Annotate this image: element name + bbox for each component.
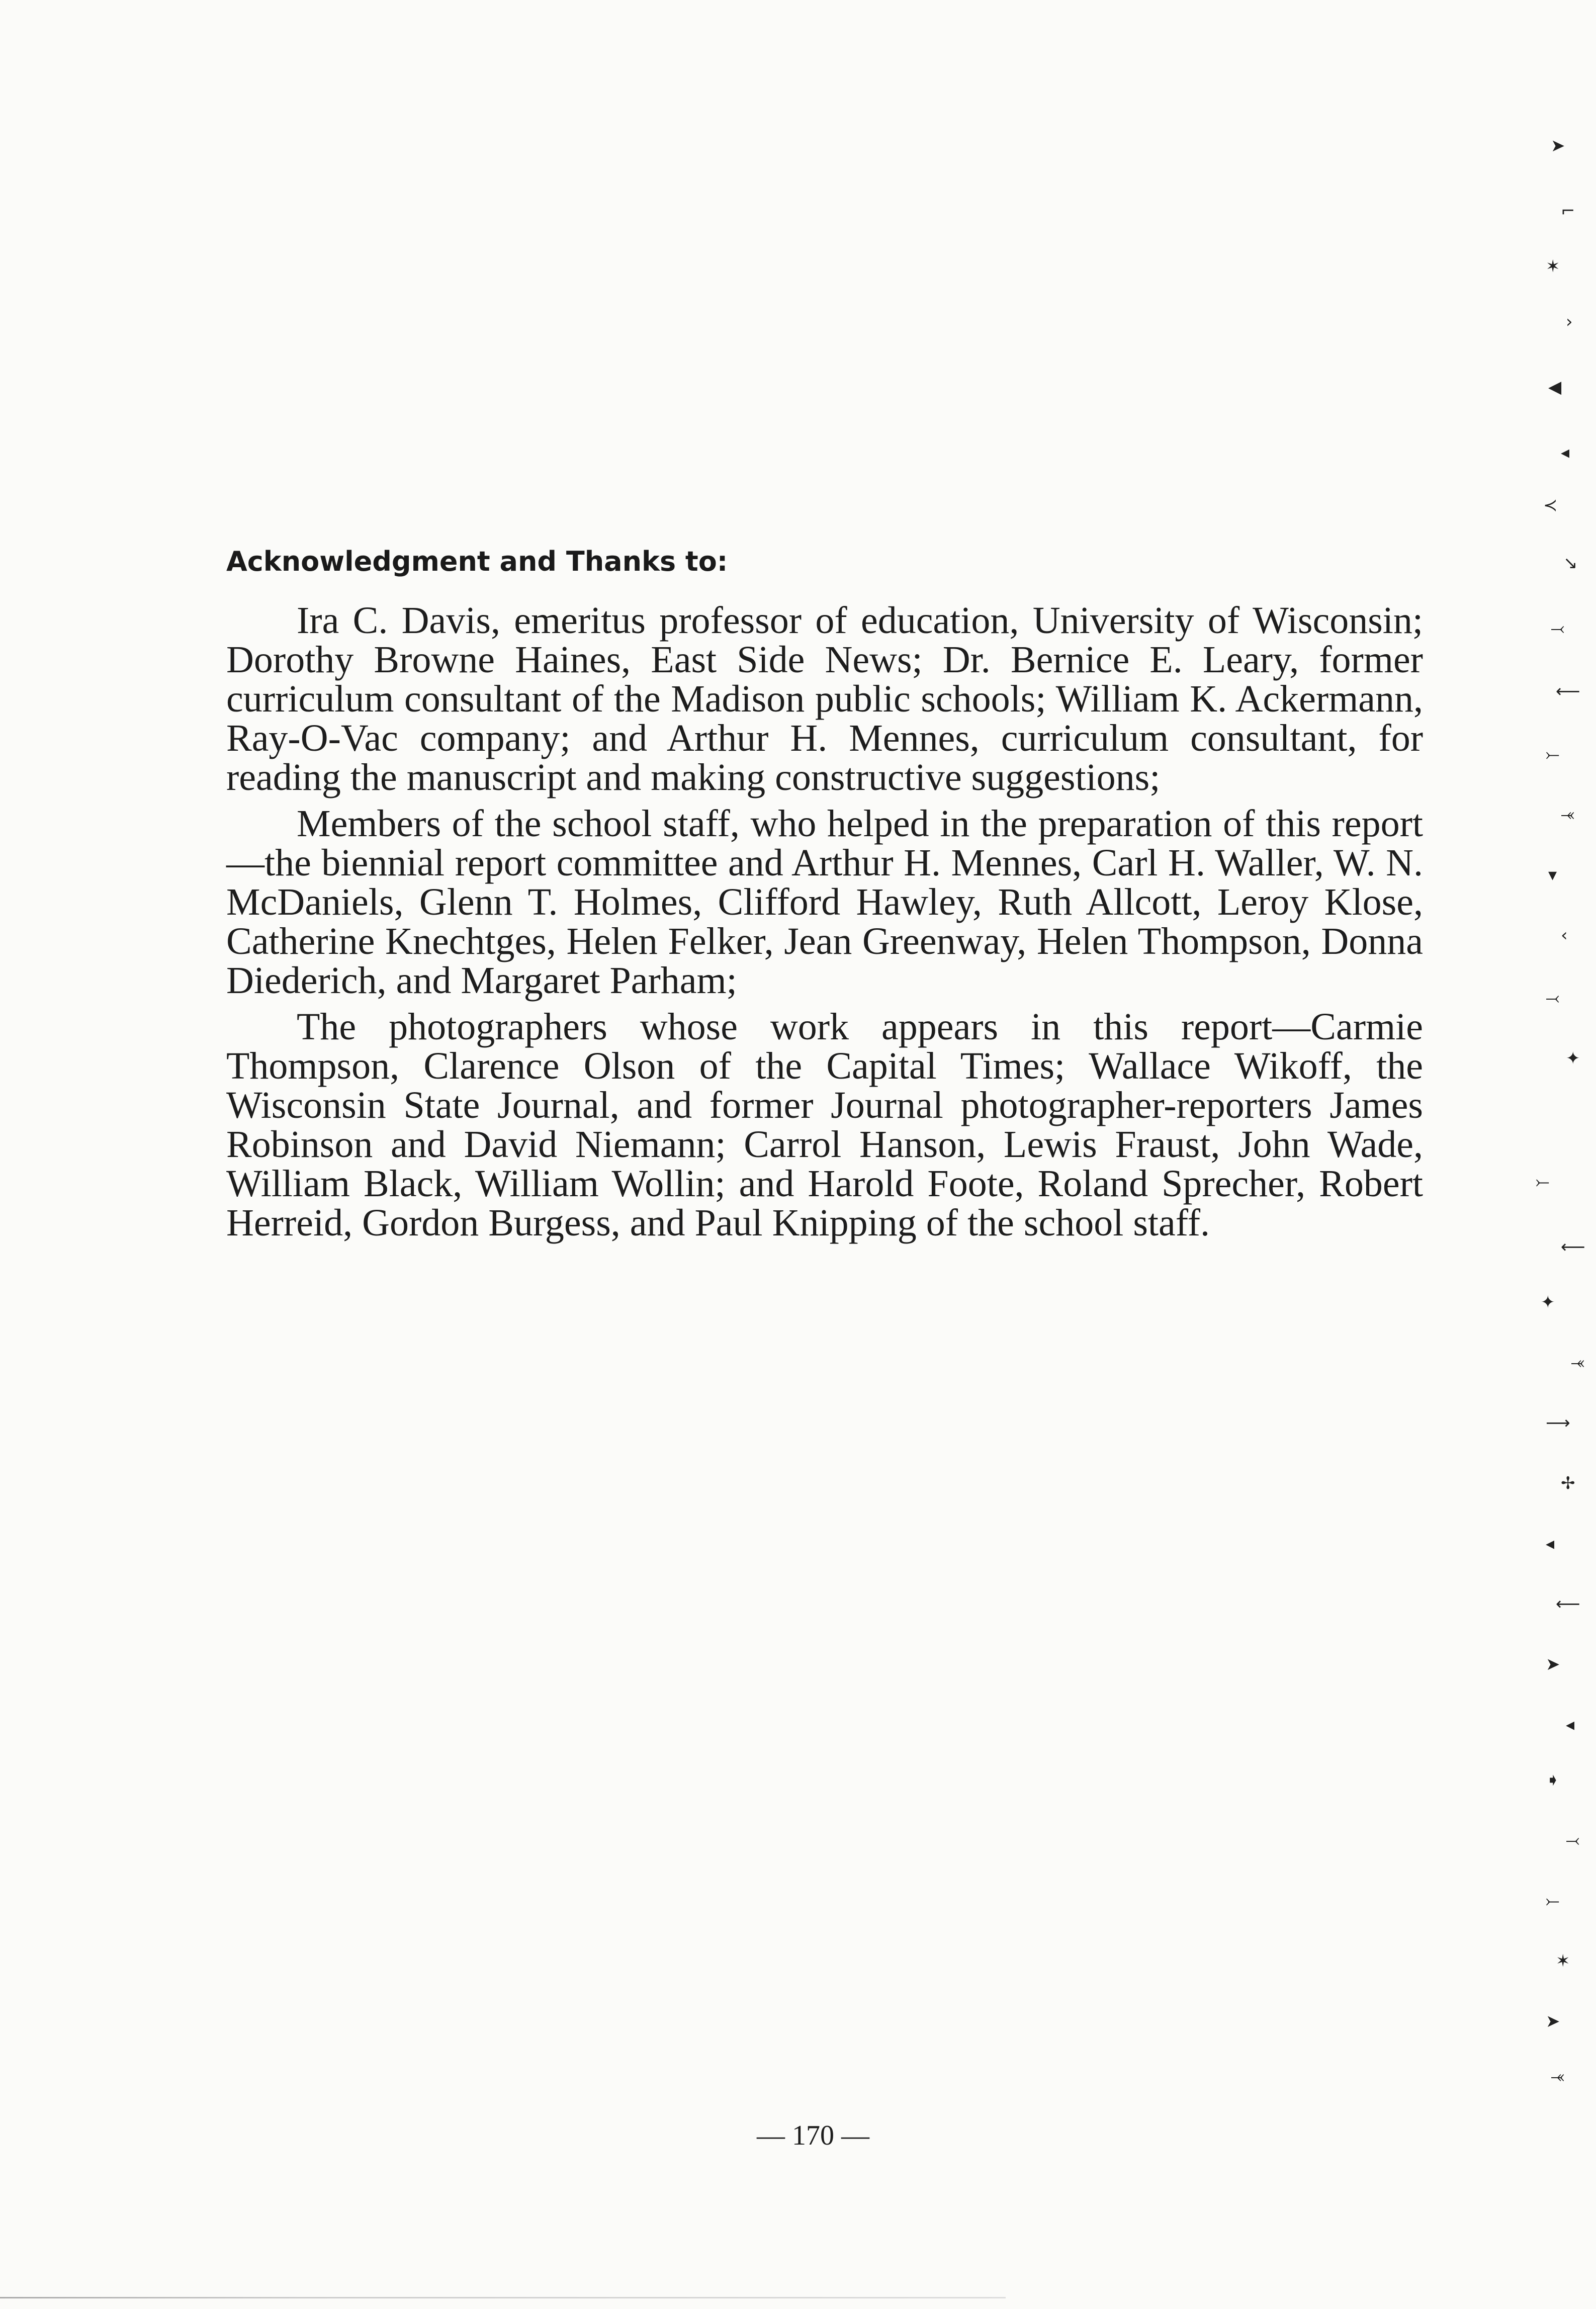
edge-mark: ⤙ bbox=[1551, 618, 1565, 639]
edge-mark: ⤚ bbox=[1536, 1172, 1550, 1192]
edge-mark: ➤ bbox=[1551, 136, 1565, 156]
edge-mark: ⟵ bbox=[1556, 681, 1580, 701]
edge-mark: ⤛ bbox=[1551, 2067, 1565, 2087]
edge-mark: ⤛ bbox=[1561, 805, 1575, 825]
edge-mark: ↘ bbox=[1563, 553, 1578, 573]
page-number: — 170 — bbox=[757, 2120, 869, 2151]
edge-mark: ➤ bbox=[1546, 2011, 1560, 2031]
edge-mark: ⟵ bbox=[1561, 1237, 1585, 1257]
paragraph-reviewers: Ira C. Davis, emeritus professor of education, University of Wisconsin; Dorothy Browne Haines, East Side News; Dr. Bernice E. Leary, former curriculum consultant of the Madison public schools; William K. Ackermann, Ray-O-Vac company; and Arthur H. Mennes, curriculum consultant, for reading the manuscript and making constructive suggestions; bbox=[226, 599, 1423, 798]
edge-mark: ◀ bbox=[1548, 377, 1562, 397]
edge-mark: ⟶ bbox=[1546, 1413, 1570, 1433]
binding-edge-marks bbox=[1526, 0, 1596, 2309]
edge-mark: ✶ bbox=[1546, 256, 1560, 277]
edge-mark: ⤚ bbox=[1546, 1891, 1560, 1911]
paragraph-school-staff: Members of the school staff, who helped in the preparation of this report —the biennial report committee and Arthur H. Mennes, Carl H. Waller, W. N. McDaniels, Glenn T. Holmes, Clifford Hawley, Ruth Allcott, Leroy Klose, Catherine Knechtges, Helen Felker, Jean Greenway, Helen Thompson, Donna Diederich, and Margaret Parham; bbox=[226, 803, 1423, 1002]
edge-mark: ≺ bbox=[1543, 495, 1558, 515]
edge-mark: ⤛ bbox=[1571, 1353, 1585, 1373]
edge-mark: ⌐ bbox=[1561, 201, 1575, 221]
edge-mark: ⤙ bbox=[1566, 1830, 1580, 1850]
acknowledgment-body bbox=[226, 601, 1423, 1250]
edge-mark: ✶ bbox=[1556, 1951, 1570, 1971]
acknowledgment-heading: Acknowledgment and Thanks to: bbox=[226, 546, 728, 577]
edge-mark: ▾ bbox=[1548, 865, 1557, 885]
edge-mark: ➧ bbox=[1546, 1770, 1560, 1790]
edge-mark: ⟵ bbox=[1556, 1594, 1580, 1614]
edge-mark: › bbox=[1566, 312, 1573, 332]
edge-mark: ◂ bbox=[1561, 442, 1570, 463]
edge-mark: ‹ bbox=[1561, 925, 1568, 945]
edge-mark: ⤚ bbox=[1546, 744, 1560, 764]
edge-mark: ⤙ bbox=[1546, 988, 1560, 1008]
paragraph-photographers: The photographers whose work appears in this report—Carmie Thompson, Clarence Olson of the Capital Times; Wallace Wikoff, the Wisconsin State Journal, and former Journal photographer-reporters James Robinson and David Niemann; Carrol Hanson, Lewis Fraust, John Wade, William Black, William Wollin; and Harold Foote, Roland Sprecher, Robert Herreid, Gordon Burgess, and Paul Knipping of the school staff. bbox=[226, 1006, 1423, 1244]
scan-edge-line bbox=[0, 2297, 1006, 2298]
edge-mark: ➤ bbox=[1546, 1654, 1560, 1674]
edge-mark: ◂ bbox=[1566, 1715, 1575, 1735]
edge-mark: ◂ bbox=[1546, 1534, 1555, 1554]
edge-mark: ✦ bbox=[1541, 1292, 1555, 1312]
edge-mark: ✦ bbox=[1566, 1048, 1580, 1069]
edge-mark: ✢ bbox=[1561, 1473, 1575, 1493]
